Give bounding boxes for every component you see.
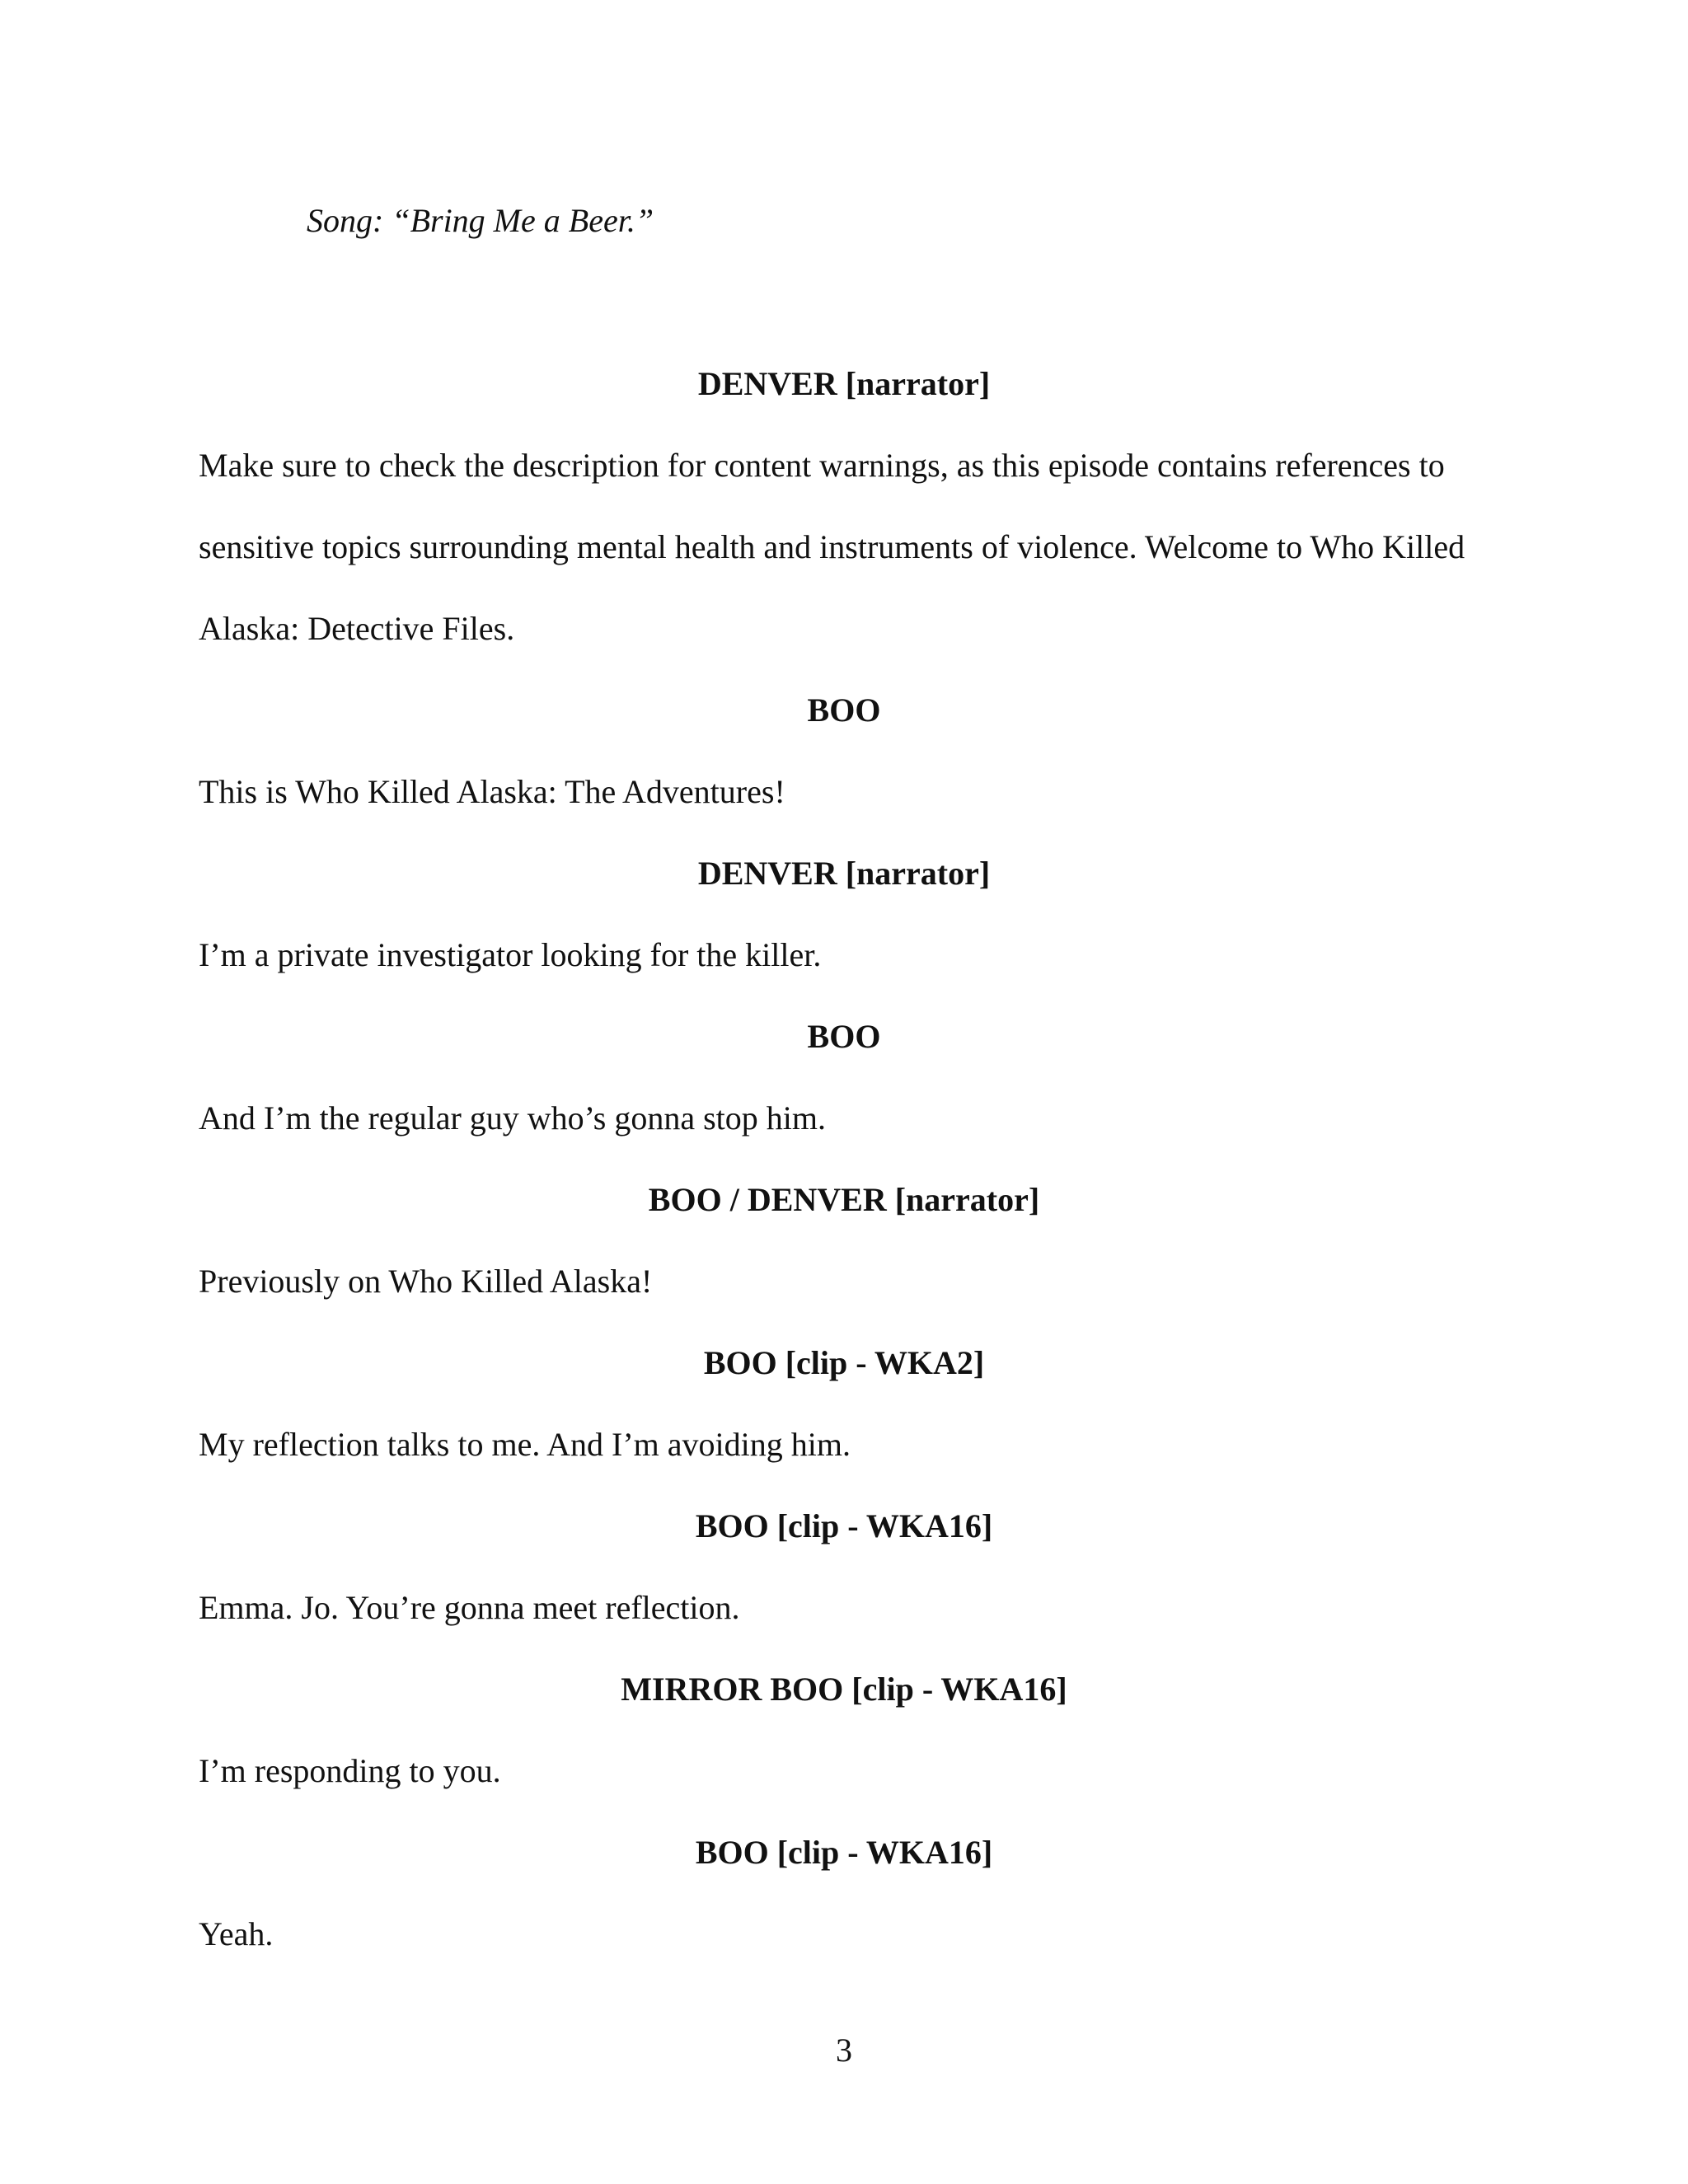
speaker-name: BOO [clip - WKA2]: [703, 1344, 985, 1381]
dialogue-line: My reflection talks to me. And I’m avoiding him.: [199, 1426, 851, 1463]
speaker-name: BOO / DENVER [narrator]: [648, 1181, 1040, 1218]
speaker-name: BOO [clip - WKA16]: [695, 1507, 993, 1544]
speaker-name: DENVER [narrator]: [697, 855, 991, 892]
dialogue-line: Alaska: Detective Files.: [199, 610, 515, 647]
song-cue: Song: “Bring Me a Beer.”: [307, 202, 654, 239]
page-number: 3: [836, 2032, 852, 2069]
dialogue-line: sensitive topics surrounding mental health and instruments of violence. Welcome to Who Killed: [199, 528, 1465, 565]
speaker-name: BOO [clip - WKA16]: [695, 1834, 993, 1871]
dialogue-line: Emma. Jo. You’re gonna meet reflection.: [199, 1589, 740, 1626]
speaker-name: DENVER [narrator]: [697, 365, 991, 402]
dialogue-line: This is Who Killed Alaska: The Adventures!: [199, 773, 785, 810]
speaker-name: MIRROR BOO [clip - WKA16]: [621, 1671, 1067, 1708]
dialogue-line: And I’m the regular guy who’s gonna stop him.: [199, 1099, 826, 1137]
script-body: [199, 361, 1489, 1993]
dialogue-line: Previously on Who Killed Alaska!: [199, 1263, 653, 1300]
dialogue-line: I’m responding to you.: [199, 1752, 501, 1789]
speaker-name: BOO: [807, 691, 881, 729]
speaker-name: BOO: [807, 1018, 881, 1055]
dialogue-line: Make sure to check the description for content warnings, as this episode contains references to: [199, 447, 1445, 484]
dialogue-line: I’m a private investigator looking for the killer.: [199, 936, 822, 973]
dialogue-line: Yeah.: [199, 1915, 274, 1952]
